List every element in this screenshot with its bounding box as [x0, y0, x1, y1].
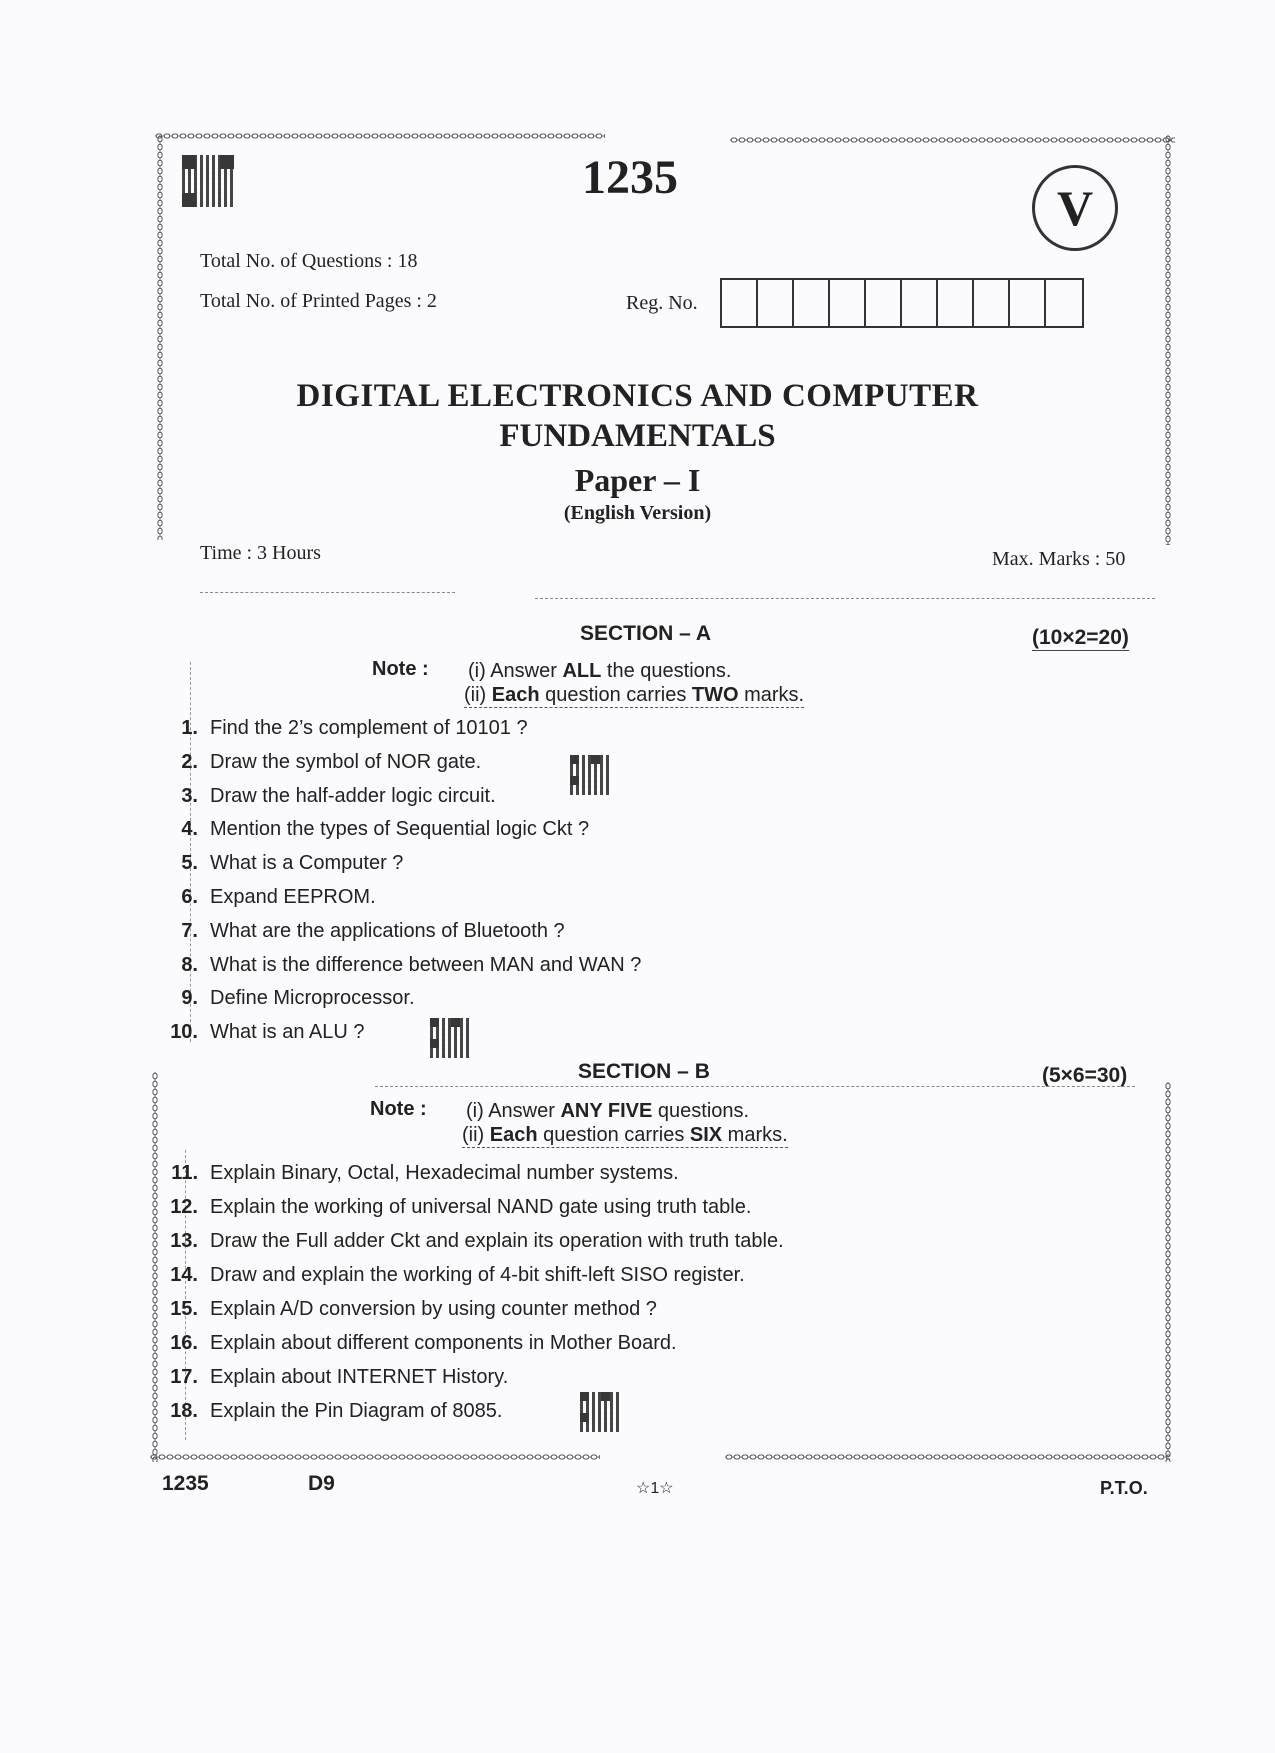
- question-item: [158, 1190, 784, 1224]
- reg-no-digit-box[interactable]: [902, 280, 938, 326]
- note-emphasis: SIX: [689, 1124, 723, 1146]
- right-border-bottom: [1163, 1082, 1173, 1462]
- question-item: [158, 915, 641, 949]
- divider-right: [535, 598, 1155, 599]
- footer-pto: P.T.O.: [1100, 1478, 1148, 1498]
- question-item: [158, 1292, 784, 1326]
- section-a-question-list: [158, 712, 641, 1050]
- question-item: [158, 1394, 784, 1428]
- question-number: 14.: [170, 1264, 198, 1286]
- reg-no-digit-box[interactable]: [1010, 280, 1046, 326]
- question-text: Explain the working of universal NAND gate using truth table.: [210, 1196, 752, 1218]
- question-number: 16.: [170, 1332, 198, 1354]
- question-item: [158, 1326, 784, 1360]
- reg-no-digit-box[interactable]: [758, 280, 794, 326]
- section-a-note-i: [468, 660, 731, 683]
- question-number: 17.: [170, 1366, 198, 1388]
- section-a-note-ii: [464, 684, 804, 708]
- question-text: What is the difference between MAN and WAN ?: [210, 953, 642, 976]
- footer-paper-code: 1235: [162, 1472, 209, 1495]
- reg-no-digit-box[interactable]: [1046, 280, 1082, 326]
- note-text: question carries: [537, 1124, 690, 1146]
- divider-left: [200, 592, 455, 593]
- printed-pages: Total No. of Printed Pages : 2: [200, 290, 437, 312]
- question-text: Expand EEPROM.: [210, 885, 376, 908]
- question-number: 18.: [170, 1400, 198, 1422]
- question-item: [158, 982, 641, 1016]
- question-item: [158, 746, 641, 780]
- top-border-right: [730, 135, 1175, 145]
- question-text: Explain about INTERNET History.: [210, 1366, 509, 1388]
- question-number: 2.: [181, 750, 198, 773]
- question-text: Define Microprocessor.: [210, 987, 415, 1010]
- question-text: Draw the Full adder Ckt and explain its operation with truth table.: [210, 1230, 784, 1252]
- note-text: (ii): [462, 1124, 490, 1146]
- qr-code-icon: [182, 155, 234, 207]
- question-item: [158, 813, 641, 847]
- section-a-title: SECTION – A: [580, 622, 712, 645]
- section-b-note-label: Note :: [370, 1098, 427, 1120]
- note-text: (ii): [464, 684, 492, 706]
- bottom-border-left: [150, 1452, 600, 1462]
- question-number: 11.: [171, 1162, 198, 1184]
- question-number: 15.: [170, 1298, 198, 1320]
- reg-no-digit-box[interactable]: [830, 280, 866, 326]
- section-b-marks: (5×6=30): [1042, 1064, 1128, 1087]
- reg-no-digit-box[interactable]: [866, 280, 902, 326]
- question-number: 3.: [181, 784, 198, 807]
- exam-time: Time : 3 Hours: [200, 542, 321, 564]
- section-a-note-label: Note :: [372, 658, 429, 680]
- question-item: [158, 1258, 784, 1292]
- question-item: [158, 881, 641, 915]
- note-text: question carries: [539, 684, 692, 706]
- total-questions: Total No. of Questions : 18: [200, 250, 418, 272]
- question-item: [158, 712, 641, 746]
- note-text: marks.: [738, 684, 805, 706]
- question-text: Find the 2’s complement of 10101 ?: [210, 717, 528, 739]
- note-emphasis: TWO: [691, 684, 739, 706]
- top-border-left: [155, 131, 605, 141]
- question-text: What is an ALU ?: [210, 1021, 365, 1044]
- subject-title-line1: DIGITAL ELECTRONICS AND COMPUTER: [296, 378, 979, 414]
- reg-no-digit-box[interactable]: [722, 280, 758, 326]
- section-b-question-list: [158, 1156, 784, 1428]
- reg-no-digit-box[interactable]: [938, 280, 974, 326]
- note-text: (i) Answer: [466, 1100, 561, 1122]
- section-b-divider: [375, 1086, 1135, 1087]
- section-a-marks: (10×2=20): [1032, 626, 1129, 649]
- question-item: [158, 1156, 784, 1190]
- reg-no-digit-box[interactable]: [794, 280, 830, 326]
- question-text: Draw and explain the working of 4-bit shift-left SISO register.: [210, 1264, 745, 1286]
- note-emphasis: ALL: [562, 660, 602, 682]
- question-text: Mention the types of Sequential logic Ckt ?: [210, 818, 590, 841]
- question-number: 10.: [170, 1021, 198, 1044]
- subject-title-line2: FUNDAMENTALS: [499, 418, 776, 454]
- question-item: [158, 1360, 784, 1394]
- qr-code-icon: [430, 1018, 470, 1058]
- question-number: 12.: [170, 1196, 198, 1218]
- reg-no-digit-box[interactable]: [974, 280, 1010, 326]
- paper-number: Paper – I: [574, 462, 701, 498]
- question-text: Explain A/D conversion by using counter method ?: [210, 1298, 657, 1320]
- question-number: 7.: [181, 919, 198, 942]
- question-text: Explain about different components in Mother Board.: [210, 1332, 677, 1354]
- max-marks: Max. Marks : 50: [992, 548, 1126, 570]
- note-emphasis: Each: [489, 1124, 538, 1146]
- footer-set-code: D9: [308, 1472, 335, 1495]
- footer-page-number: ☆1☆: [636, 1480, 674, 1497]
- bottom-border-right: [725, 1452, 1170, 1462]
- right-border-top: [1163, 135, 1173, 545]
- question-item: [158, 949, 641, 983]
- question-item: [158, 1016, 641, 1050]
- question-item: [158, 780, 641, 814]
- question-number: 6.: [181, 885, 198, 908]
- question-text: Explain Binary, Octal, Hexadecimal number systems.: [210, 1162, 679, 1184]
- language-version: (English Version): [563, 502, 712, 524]
- question-number: 9.: [181, 987, 198, 1010]
- question-text: Draw the symbol of NOR gate.: [210, 750, 482, 773]
- paper-code: 1235: [582, 151, 678, 204]
- question-number: 8.: [181, 953, 198, 976]
- note-text: questions.: [652, 1100, 750, 1122]
- section-b-title: SECTION – B: [578, 1060, 710, 1083]
- question-item: [158, 1224, 784, 1258]
- reg-no-label: Reg. No.: [626, 292, 698, 314]
- section-b-note-i: [466, 1100, 749, 1123]
- section-b-note-ii: [462, 1124, 788, 1148]
- question-text: What are the applications of Bluetooth ?: [210, 919, 565, 942]
- question-text: Explain the Pin Diagram of 8085.: [210, 1400, 503, 1422]
- note-emphasis: Each: [491, 684, 540, 706]
- question-text: Draw the half-adder logic circuit.: [210, 784, 496, 807]
- note-text: marks.: [722, 1124, 788, 1146]
- reg-no-boxes[interactable]: [720, 278, 1084, 328]
- question-number: 5.: [181, 852, 198, 875]
- question-text: What is a Computer ?: [210, 852, 404, 875]
- question-item: [158, 847, 641, 881]
- question-number: 4.: [181, 818, 198, 841]
- note-text: the questions.: [601, 660, 732, 682]
- version-badge: V: [1032, 165, 1118, 251]
- note-emphasis: ANY FIVE: [560, 1100, 653, 1122]
- note-text: (i) Answer: [468, 660, 563, 682]
- question-number: 1.: [181, 717, 198, 739]
- qr-code-icon: [580, 1392, 620, 1432]
- qr-code-icon: [570, 755, 610, 795]
- question-number: 13.: [170, 1230, 198, 1252]
